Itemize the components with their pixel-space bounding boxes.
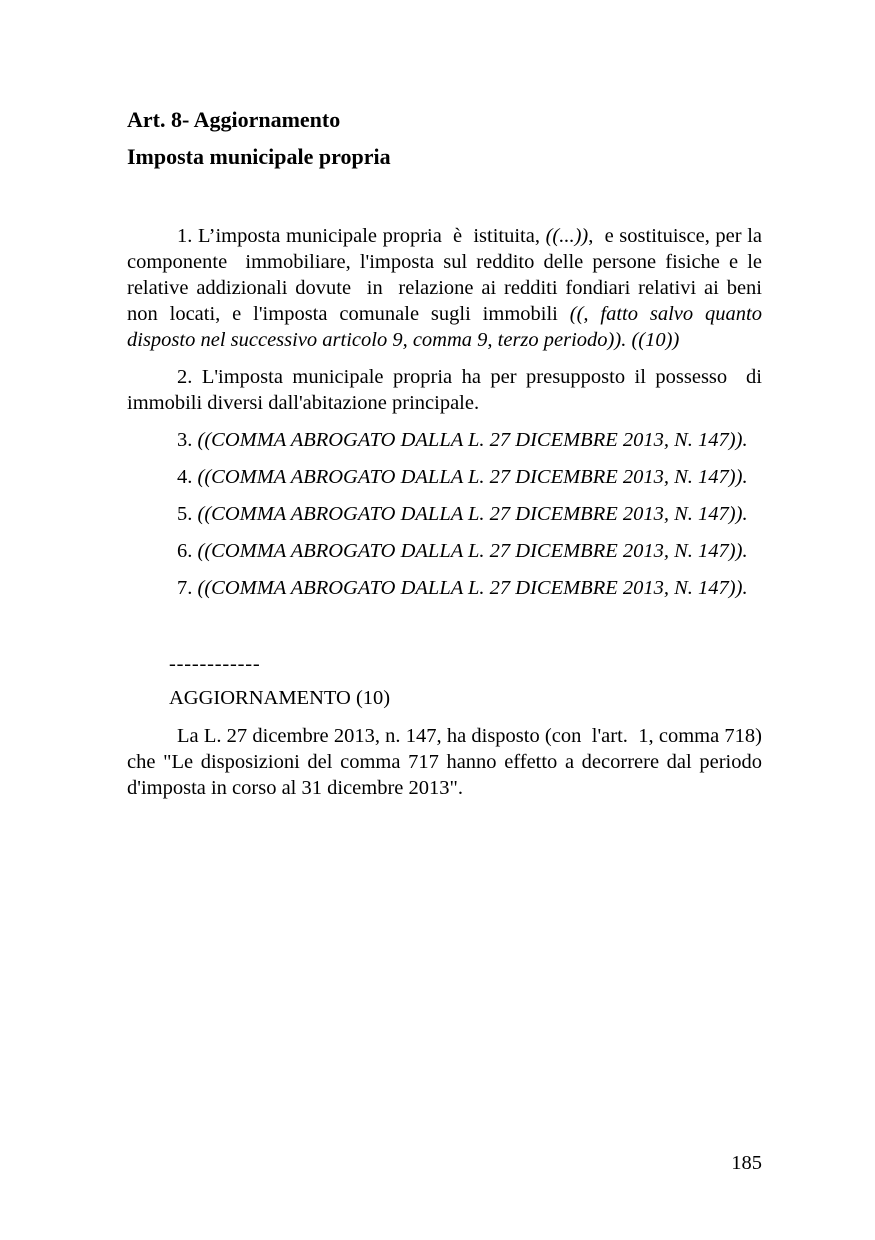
comma-number: 3. xyxy=(177,429,198,451)
comma-paragraph-1 xyxy=(127,223,768,353)
comma-paragraph-7 xyxy=(127,575,762,601)
comma-paragraph-4 xyxy=(127,464,762,490)
comma-paragraph-5 xyxy=(127,501,762,527)
paragraph-segment: 2. L'imposta municipale propria ha per presupposto il possesso di immobili diversi dall'abitazione principale. xyxy=(127,366,768,414)
aggiornamento-heading: AGGIORNAMENTO (10) xyxy=(169,687,391,709)
comma-number: 6. xyxy=(177,540,198,562)
paragraph-segment: , e sostituisce, per la componente immobiliare, l'imposta sul reddito delle persone fisiche e le relative addizionali dovute in relazione ai redditi fondiari relativi ai beni non locati, e l'imposta comunale sugli immobili xyxy=(127,225,768,325)
omission-marker: ((...)) xyxy=(545,225,589,247)
article-title: Art. 8- Aggiornamento xyxy=(127,107,341,132)
abrogation-notice: ((COMMA ABROGATO DALLA L. 27 DICEMBRE 2013, N. 147)). xyxy=(197,540,748,562)
amendment-clause: ((, fatto salvo quanto disposto nel successivo articolo 9, comma 9, terzo periodo)). ((10)) xyxy=(127,303,768,351)
comma-paragraph-2 xyxy=(127,364,768,416)
comma-paragraph-6 xyxy=(127,538,762,564)
abrogation-notice: ((COMMA ABROGATO DALLA L. 27 DICEMBRE 2013, N. 147)). xyxy=(197,503,748,525)
comma-paragraph-3 xyxy=(127,427,762,453)
paragraph-segment: La L. 27 dicembre 2013, n. 147, ha disposto (con l'art. 1, comma 718) che "Le disposizioni del comma 717 hanno effetto a decorrere dal periodo d'imposta in corso al 31 dicembre 2013". xyxy=(127,725,768,799)
abrogation-notice: ((COMMA ABROGATO DALLA L. 27 DICEMBRE 2013, N. 147)). xyxy=(197,429,748,451)
aggiornamento-note xyxy=(127,723,768,801)
paragraph-segment: 1. L’imposta municipale propria è istituita, xyxy=(177,225,546,247)
article-subtitle: Imposta municipale propria xyxy=(127,144,391,169)
dashed-separator: ------------ xyxy=(169,653,261,675)
abrogation-notice: ((COMMA ABROGATO DALLA L. 27 DICEMBRE 2013, N. 147)). xyxy=(197,577,748,599)
abrogation-notice: ((COMMA ABROGATO DALLA L. 27 DICEMBRE 2013, N. 147)). xyxy=(197,466,748,488)
page-number: 185 xyxy=(731,1152,762,1174)
document-content xyxy=(127,106,768,801)
article-body xyxy=(127,223,768,601)
comma-number: 7. xyxy=(177,577,198,599)
comma-number: 4. xyxy=(177,466,198,488)
comma-number: 5. xyxy=(177,503,198,525)
